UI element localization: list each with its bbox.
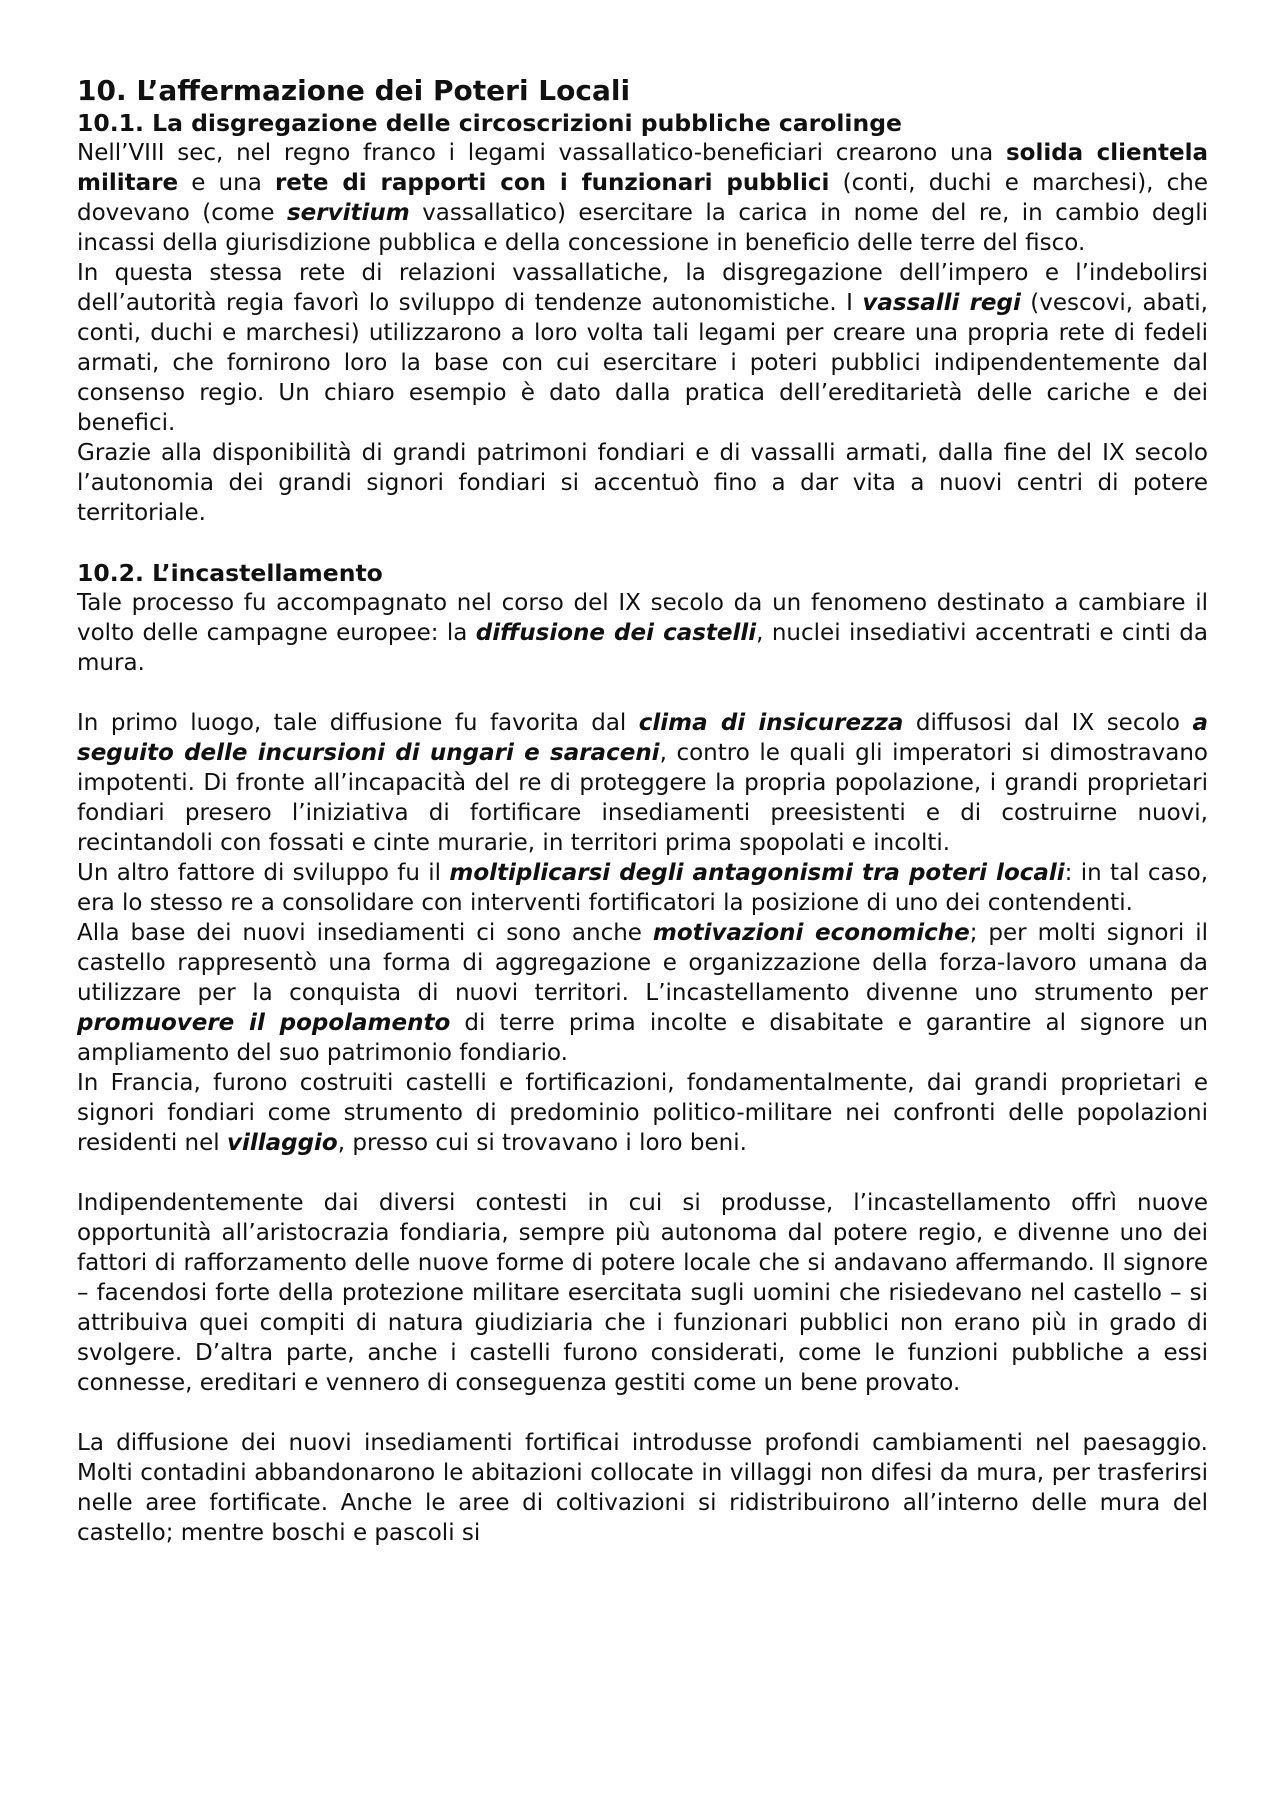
bold-italic-term: motivazioni economiche: [652, 920, 970, 946]
paragraph: [77, 258, 1208, 438]
text-run: , contro le quali gli imperatori si dimostravano impotenti. Di fronte all’incapacità del re di proteggere la propria popolazione, i grandi proprietari fondiari presero l’iniziativa di fortificare insediamenti preesistenti e di costruirne nuovi, recintandoli con fossati e cinte murarie, in territori prima spopolati e incolti.: [77, 740, 1208, 856]
bold-italic-term: a seguito delle incursioni di ungari e saraceni: [77, 710, 1208, 766]
text-run: Grazie alla disponibilità di grandi patrimoni fondiari e di vassalli armati, dalla fine del IX secolo l’autonomia dei grandi signori fondiari si accentuò fino a dar vita a nuovi centri di potere territoriale.: [77, 440, 1208, 526]
text-run: diffusosi dal IX secolo: [903, 710, 1193, 736]
spacer: [77, 1158, 1208, 1188]
text-run: Alla base dei nuovi insediamenti ci sono anche: [77, 920, 653, 946]
text-run: La diffusione dei nuovi insediamenti fortificai introdusse profondi cambiamenti nel paesaggio. Molti contadini abbandonarono le abitazioni collocate in villaggi non difesi da mura, per trasferirsi nelle aree fortificate. Anche le aree di coltivazioni si ridistribuirono all’interno delle mura del castello; mentre boschi e pascoli si: [77, 1430, 1208, 1546]
paragraph: [77, 918, 1208, 1068]
bold-italic-term: servitium: [286, 200, 410, 226]
paragraph: [77, 138, 1208, 258]
spacer: [77, 1398, 1208, 1428]
bold-italic-term: promuovere il popolamento: [77, 1010, 451, 1036]
bold-italic-term: moltiplicarsi degli antagonismi tra poteri locali: [449, 860, 1065, 886]
paragraph: [77, 1188, 1208, 1398]
text-run: , nuclei insediativi accentrati e cinti da mura.: [77, 620, 1208, 676]
text-run: In primo luogo, tale diffusione fu favorita dal: [77, 710, 639, 736]
paragraph: [77, 858, 1208, 918]
text-run: Nell’VIII sec, nel regno franco i legami vassallatico-beneficiari crearono una: [77, 140, 1006, 166]
spacer: [77, 528, 1208, 558]
paragraph: [77, 1428, 1208, 1548]
bold-italic-term: diffusione dei castelli: [475, 620, 757, 646]
text-run: (vescovi, abati, conti, duchi e marchesi) utilizzarono a loro volta tali legami per creare una propria rete di fedeli armati, che fornirono loro la base con cui esercitare i poteri pubblici indipendentemente dal consenso regio. Un chiaro esempio è dato dalla pratica dell’ereditarietà delle cariche e dei benefici.: [77, 290, 1208, 436]
text-run: Tale processo fu accompagnato nel corso del IX secolo da un fenomeno destinato a cambiare il volto delle campagne europee: la: [77, 590, 1208, 646]
paragraph: [77, 588, 1208, 678]
bold-phrase: solida clientela militare: [77, 140, 1208, 196]
paragraph: [77, 708, 1208, 858]
text-run: Indipendentemente dai diversi contesti in cui si produsse, l’incastellamento offrì nuove opportunità all’aristocrazia fondiaria, sempre più autonoma dal potere regio, e divenne uno dei fattori di rafforzamento delle nuove forme di potere locale che si andavano affermando. Il signore – facendosi forte della protezione militare esercitata sugli uomini che risiedevano nel castello – si attribuiva quei compiti di natura giudiziaria che i funzionari pubblici non erano più in grado di svolgere. D’altra parte, anche i castelli furono considerati, come le funzioni pubbliche a essi connesse, ereditari e vennero di conseguenza gestiti come un bene provato.: [77, 1190, 1208, 1396]
text-run: : in tal caso, era lo stesso re a consolidare con interventi fortificatori la posizione di uno dei contendenti.: [77, 860, 1209, 916]
chapter-title: 10. L’affermazione dei Poteri Locali: [77, 74, 631, 107]
text-run: di terre prima incolte e disabitate e garantire al signore un ampliamento del suo patrimonio fondiario.: [77, 1010, 1208, 1066]
bold-italic-term: clima di insicurezza: [638, 710, 904, 736]
text-run: In Francia, furono costruiti castelli e fortificazioni, fondamentalmente, dai grandi proprietari e signori fondiari come strumento di predominio politico-militare nei confronti delle popolazioni residenti nel: [77, 1070, 1208, 1156]
text-run: , presso cui si trovavano i loro beni.: [337, 1130, 747, 1156]
paragraph: [77, 1068, 1208, 1158]
bold-phrase: rete di rapporti con i funzionari pubblici: [274, 170, 830, 196]
text-run: e una: [178, 170, 275, 196]
bold-italic-term: vassalli regi: [862, 290, 1021, 316]
section-heading-10-1: 10.1. La disgregazione delle circoscrizioni pubbliche carolinge: [77, 109, 902, 137]
text-run: Un altro fattore di sviluppo fu il: [77, 860, 450, 886]
bold-italic-term: villaggio: [226, 1130, 338, 1156]
paragraph: [77, 438, 1208, 528]
text-run: vassallatico) esercitare la carica in nome del re, in cambio degli incassi della giurisdizione pubblica e della concessione in beneficio delle terre del fisco.: [77, 200, 1208, 256]
spacer: [77, 678, 1208, 708]
text-run: (conti, duchi e marchesi), che dovevano (come: [77, 170, 1209, 226]
text-run: In questa stessa rete di relazioni vassallatiche, la disgregazione dell’impero e l’indebolirsi dell’autorità regia favorì lo sviluppo di tendenze autonomistiche. I: [77, 260, 1208, 316]
section-heading-10-2: 10.2. L’incastellamento: [77, 559, 383, 587]
text-run: ; per molti signori il castello rappresentò una forma di aggregazione e organizzazione della forza-lavoro umana da utilizzare per la conquista di nuovi territori. L’incastellamento divenne uno strumento per: [77, 920, 1208, 1006]
